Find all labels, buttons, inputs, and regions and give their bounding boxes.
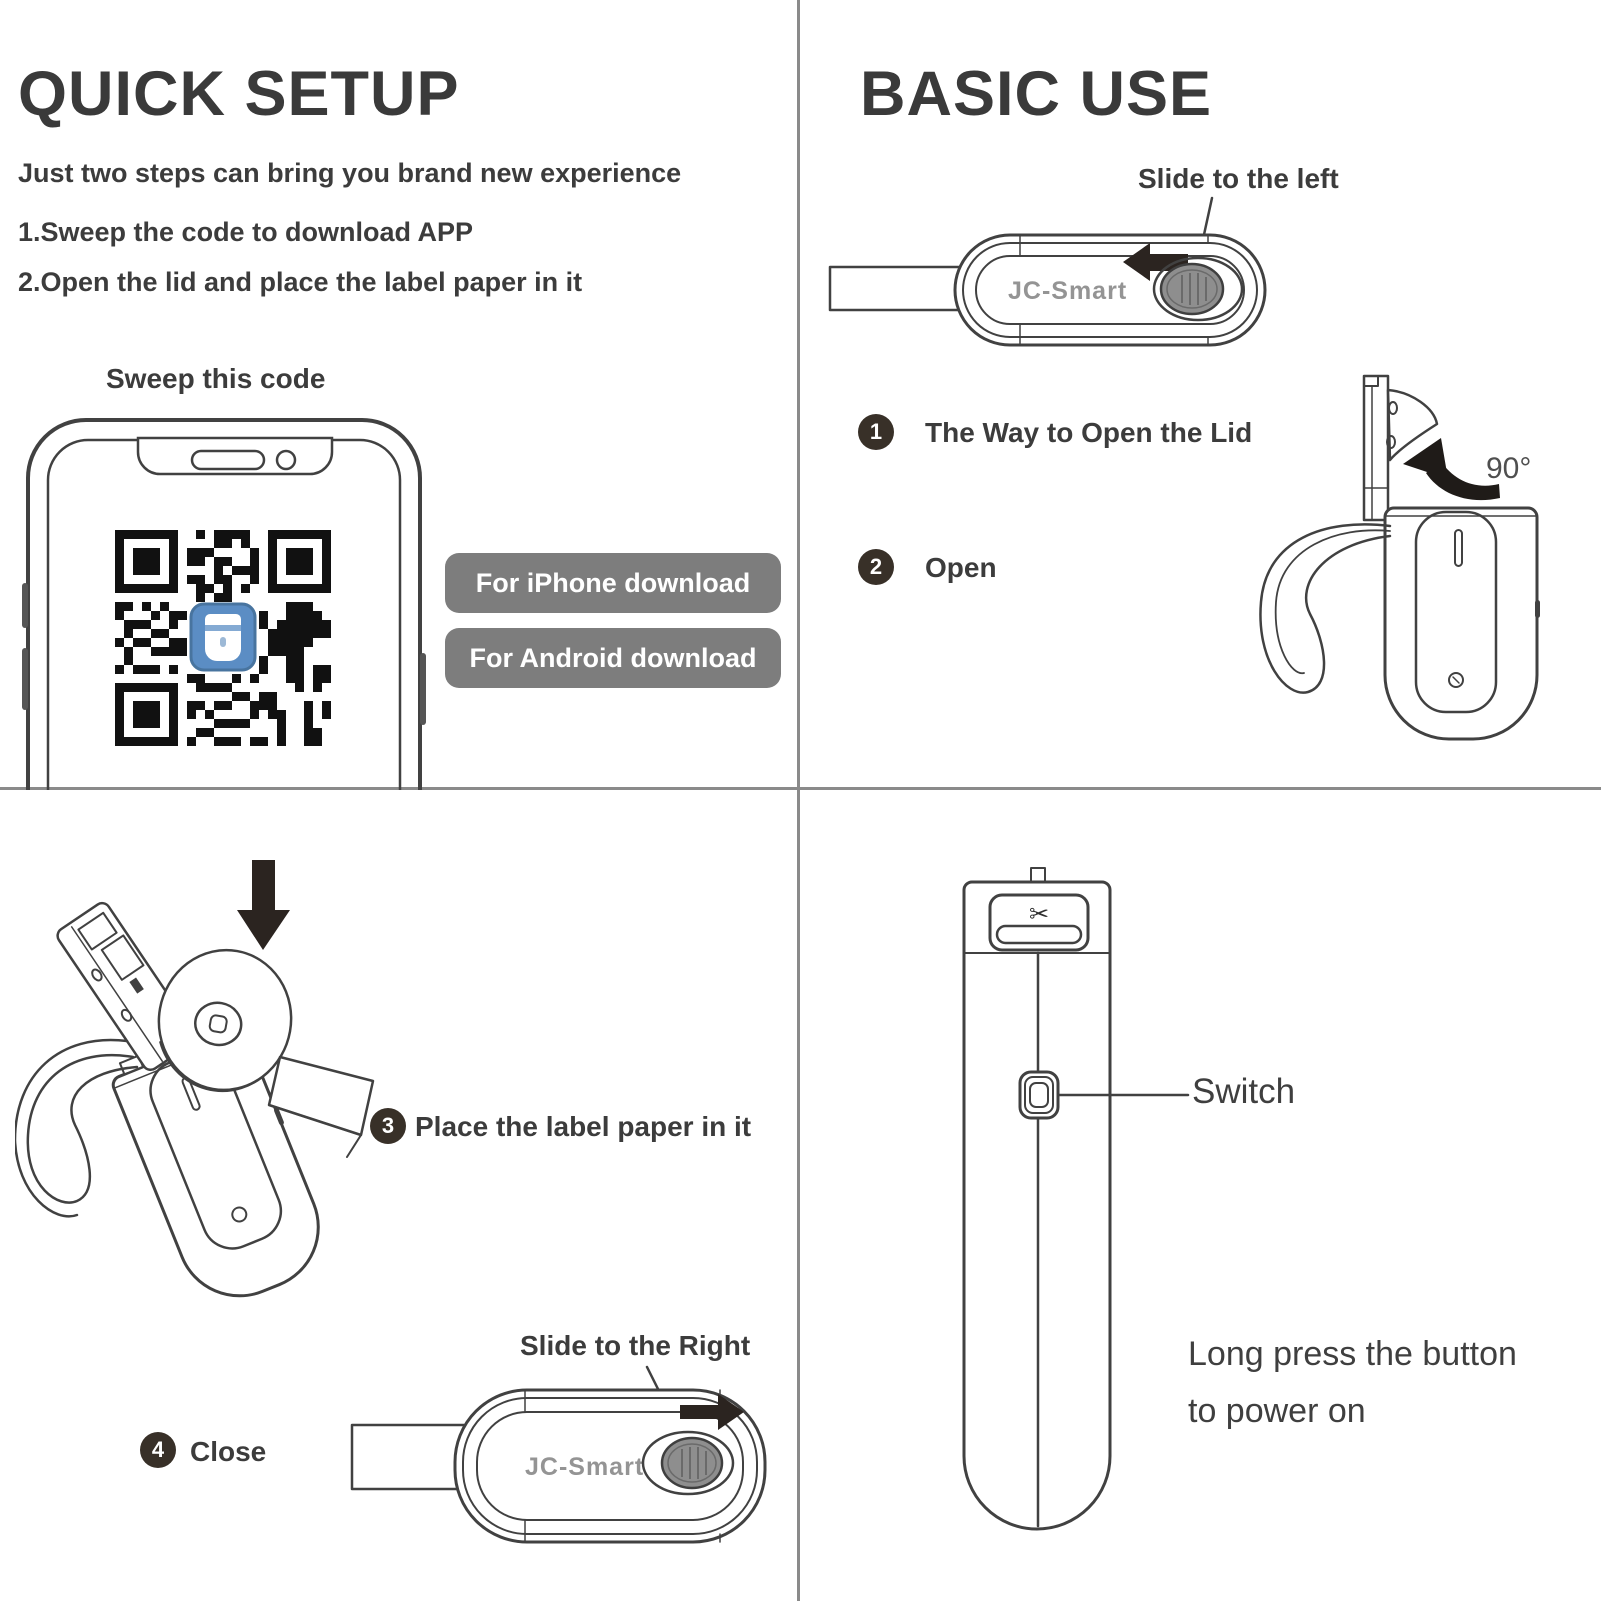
step-2-badge: 2 <box>858 549 894 585</box>
slide-left-label: Slide to the left <box>1138 163 1339 194</box>
paper-slot-tail <box>352 1425 464 1489</box>
switch-label: Switch <box>1192 1072 1296 1111</box>
strap <box>15 1040 137 1216</box>
step-1-badge: 1 <box>858 414 894 450</box>
slider-knob <box>662 1438 722 1488</box>
phone-illustration <box>20 413 430 790</box>
printer-front-view <box>900 850 1200 1570</box>
brand-logo-text: JC-Smart <box>525 1453 645 1481</box>
quick-setup-step1: 1.Sweep the code to download APP <box>18 217 474 247</box>
step-1-text: The Way to Open the Lid <box>925 417 1253 448</box>
step-3-text: Place the label paper in it <box>415 1111 752 1142</box>
printer-open-lid-illustration <box>1240 368 1570 768</box>
printer-lid <box>1364 376 1437 520</box>
slide-right-label: Slide to the Right <box>520 1330 751 1361</box>
step-4-text: Close <box>190 1436 267 1467</box>
slider-knob <box>1161 264 1223 314</box>
quick-setup-subtitle: Just two steps can bring you brand new experience <box>18 158 682 188</box>
paper-slot-tail <box>830 267 962 310</box>
long-press-line1: Long press the button <box>1188 1335 1517 1373</box>
quick-setup-step2: 2.Open the lid and place the label paper in it <box>18 267 583 297</box>
brand-logo-text: JC-Smart <box>1008 277 1128 305</box>
phone-side-button <box>22 648 28 710</box>
angle-label: 90° <box>1486 452 1532 485</box>
vertical-divider <box>797 0 800 1601</box>
basic-use-title: BASIC USE <box>860 59 1213 129</box>
insert-roll-illustration <box>15 835 445 1350</box>
step-3-badge: 3 <box>370 1108 406 1144</box>
qr-code <box>115 530 331 746</box>
cutter-bar <box>990 895 1088 950</box>
step-2-text: Open <box>925 552 997 583</box>
quick-setup-title: QUICK SETUP <box>18 59 460 129</box>
switch-button[interactable] <box>1020 1072 1058 1118</box>
printer-app-icon <box>191 604 255 670</box>
phone-side-button <box>22 583 28 628</box>
sweep-code-label: Sweep this code <box>106 363 326 394</box>
strap <box>1260 524 1390 692</box>
printer-top-view-slide-right <box>335 1365 785 1575</box>
arrow-down-icon <box>237 860 290 950</box>
phone-side-button <box>420 653 426 725</box>
scissors-icon: ✂ <box>1028 901 1050 928</box>
printer-top-view-slide-left <box>820 195 1300 385</box>
step-4-badge: 4 <box>140 1432 176 1468</box>
iphone-download-button[interactable]: For iPhone download <box>445 553 781 613</box>
long-press-line2: to power on <box>1188 1392 1366 1430</box>
android-download-button[interactable]: For Android download <box>445 628 781 688</box>
